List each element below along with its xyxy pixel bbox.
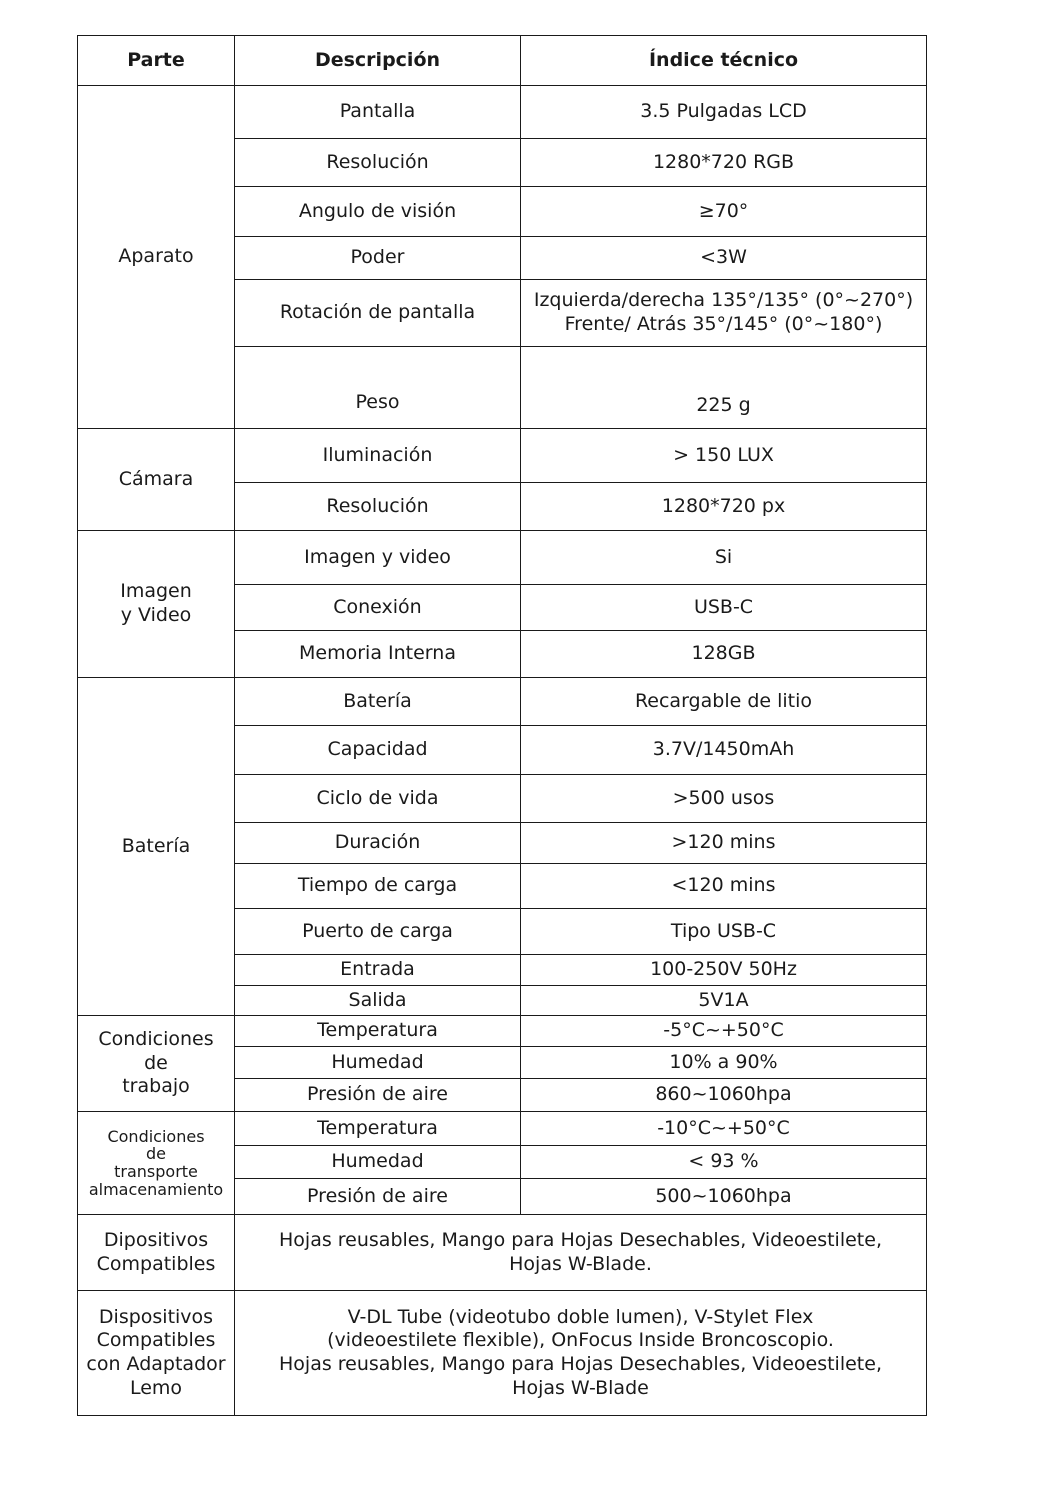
value-cell: Recargable de litio — [521, 678, 927, 726]
part-line: Condiciones — [107, 1126, 205, 1146]
value-cell: < 93 % — [521, 1146, 927, 1179]
value-line: Frente/ Atrás 35°/145° (0°~180°) — [564, 313, 883, 335]
value-cell: 225 g — [521, 347, 927, 429]
part-line: con Adaptador — [86, 1353, 226, 1375]
value-cell: >120 mins — [521, 823, 927, 864]
table-header-row — [78, 36, 927, 86]
description-cell: Humedad — [235, 1146, 521, 1179]
part-line: y Video — [120, 604, 192, 626]
part-line: Lemo — [129, 1376, 183, 1399]
description-cell: Rotación de pantalla — [235, 280, 521, 347]
part-cell-aparato: Aparato — [78, 86, 235, 429]
description-cell: Humedad — [235, 1047, 521, 1079]
part-line: Dipositivos — [103, 1228, 209, 1251]
value-cell: 100-250V 50Hz — [521, 955, 927, 986]
description-cell: Salida — [235, 986, 521, 1016]
value-cell: 3.7V/1450mAh — [521, 726, 927, 775]
description-cell: Tiempo de carga — [235, 864, 521, 909]
value-cell — [521, 280, 927, 347]
part-line: transporte — [114, 1162, 198, 1181]
part-line: Dispositivos — [98, 1305, 214, 1328]
value-cell: <120 mins — [521, 864, 927, 909]
value-cell: 128GB — [521, 631, 927, 678]
description-cell: Resolución — [235, 483, 521, 531]
table-row — [78, 531, 927, 585]
description-cell: Pantalla — [235, 86, 521, 139]
text-line: V-DL Tube (videotubo doble lumen), V-Stylet Flex — [347, 1305, 814, 1328]
text-line: Hojas reusables, Mango para Hojas Desechables, Videoestilete, — [279, 1353, 882, 1375]
description-cell: Temperatura — [235, 1112, 521, 1146]
text-line: Hojas W-Blade — [512, 1376, 649, 1399]
description-cell: Memoria Interna — [235, 631, 521, 678]
table-row — [78, 1112, 927, 1146]
header-technical-index: Índice técnico — [521, 36, 927, 86]
value-cell: Si — [521, 531, 927, 585]
description-cell: Imagen y video — [235, 531, 521, 585]
description-cell: Presión de aire — [235, 1079, 521, 1112]
value-cell: > 150 LUX — [521, 429, 927, 483]
description-cell: Resolución — [235, 139, 521, 187]
description-cell: Ciclo de vida — [235, 775, 521, 823]
description-cell: Puerto de carga — [235, 909, 521, 955]
value-cell: 500~1060hpa — [521, 1179, 927, 1215]
value-cell: >500 usos — [521, 775, 927, 823]
description-cell: Angulo de visión — [235, 187, 521, 237]
part-line: Condiciones — [98, 1027, 214, 1050]
part-cell-condiciones-transporte — [78, 1112, 235, 1215]
value-cell: 10% a 90% — [521, 1047, 927, 1079]
compatible-lemo-devices-cell — [235, 1291, 927, 1416]
text-line: Hojas W-Blade. — [509, 1252, 652, 1275]
value-cell: 3.5 Pulgadas LCD — [521, 86, 927, 139]
value-line: Izquierda/derecha 135°/135° (0°~270°) — [533, 289, 914, 312]
description-cell: Peso — [235, 347, 521, 429]
value-cell: 1280*720 px — [521, 483, 927, 531]
table-row — [78, 1016, 927, 1047]
part-line: Compatibles — [96, 1329, 216, 1352]
description-cell: Duración — [235, 823, 521, 864]
table-row — [78, 429, 927, 483]
value-cell: -10°C~+50°C — [521, 1112, 927, 1146]
text-line: (videoestilete flexible), OnFocus Inside Broncoscopio. — [327, 1329, 834, 1352]
part-cell-camara: Cámara — [78, 429, 235, 531]
header-part: Parte — [78, 36, 235, 86]
description-cell: Temperatura — [235, 1016, 521, 1047]
part-cell-condiciones-trabajo — [78, 1016, 235, 1112]
value-cell: Tipo USB-C — [521, 909, 927, 955]
value-cell: -5°C~+50°C — [521, 1016, 927, 1047]
text-line: Hojas reusables, Mango para Hojas Desechables, Videoestilete, — [279, 1228, 882, 1251]
value-cell: ≥70° — [521, 187, 927, 237]
description-cell: Entrada — [235, 955, 521, 986]
description-cell: Batería — [235, 678, 521, 726]
part-line: Compatibles — [96, 1252, 216, 1275]
table-row — [78, 86, 927, 139]
description-cell: Presión de aire — [235, 1179, 521, 1215]
part-line: Imagen — [120, 580, 192, 603]
table-row — [78, 678, 927, 726]
value-cell: USB-C — [521, 585, 927, 631]
part-cell-compatibles — [78, 1215, 235, 1291]
table-row — [78, 1291, 927, 1416]
part-cell-imagen-video — [78, 531, 235, 678]
value-cell: 5V1A — [521, 986, 927, 1016]
specifications-table — [77, 35, 927, 1416]
table-row — [78, 1215, 927, 1291]
description-cell: Poder — [235, 237, 521, 280]
value-cell: <3W — [521, 237, 927, 280]
part-line: de — [146, 1144, 166, 1164]
header-description: Descripción — [235, 36, 521, 86]
part-line: trabajo — [122, 1075, 190, 1098]
description-cell: Capacidad — [235, 726, 521, 775]
description-cell: Conexión — [235, 585, 521, 631]
value-cell: 860~1060hpa — [521, 1079, 927, 1112]
compatible-devices-cell — [235, 1215, 927, 1291]
part-cell-bateria: Batería — [78, 678, 235, 1016]
description-cell: Iluminación — [235, 429, 521, 483]
part-line: de — [144, 1051, 168, 1074]
part-line: almacenamiento — [88, 1179, 224, 1199]
value-cell: 1280*720 RGB — [521, 139, 927, 187]
part-cell-compatibles-lemo — [78, 1291, 235, 1416]
